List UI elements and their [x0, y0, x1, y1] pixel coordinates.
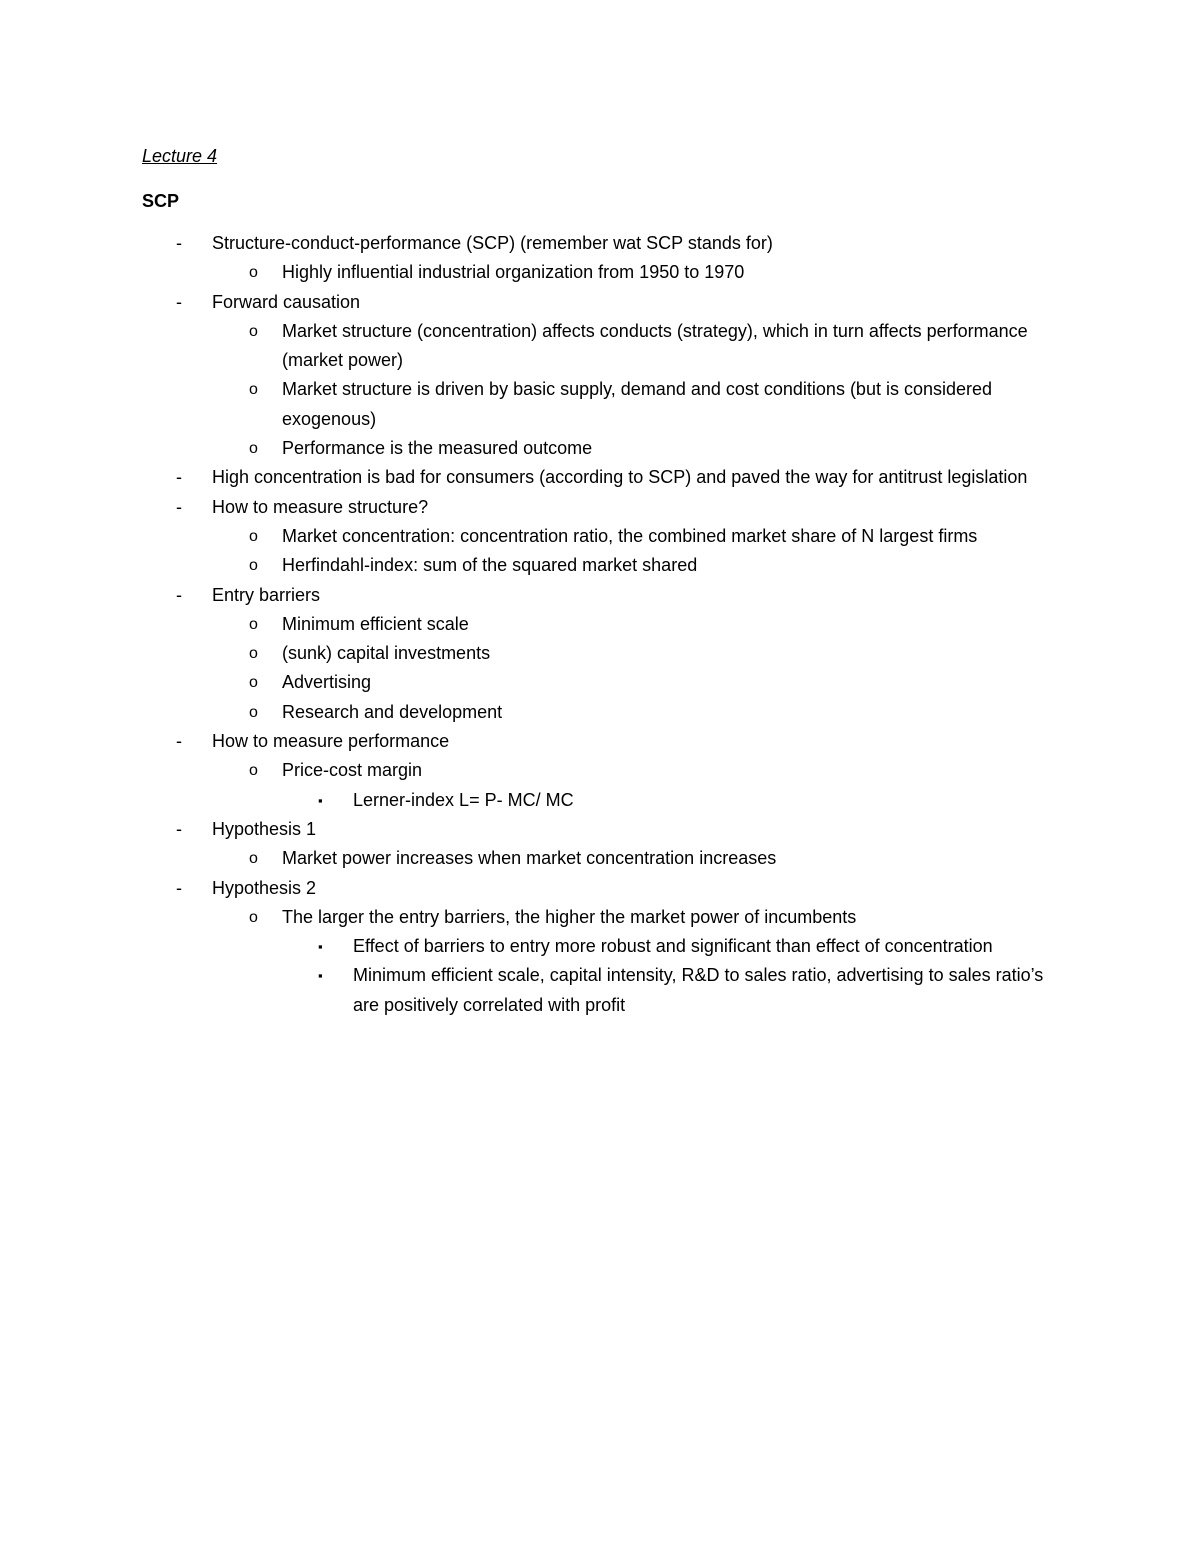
- square-bullet: ▪: [318, 792, 323, 808]
- dash-bullet: -: [176, 584, 182, 605]
- list-item-text: Price-cost margin: [282, 760, 423, 781]
- list-item-text: High concentration is bad for consumers (according to SCP) and paved the way for antitrust legislation: [212, 467, 1028, 488]
- circle-bullet: o: [249, 322, 258, 340]
- sub-list-item: [142, 844, 1072, 873]
- sub-list-item: [142, 698, 1072, 727]
- circle-bullet: o: [249, 381, 258, 399]
- list-item-text: Entry barriers: [212, 584, 321, 605]
- circle-bullet: o: [249, 850, 258, 868]
- list-item-text: Research and development: [282, 701, 503, 722]
- dash-bullet: -: [176, 877, 182, 898]
- dash-bullet: -: [176, 496, 182, 517]
- list-item-text: Forward causation: [212, 291, 361, 312]
- sub-list-item: [142, 668, 1072, 697]
- dash-bullet: -: [176, 467, 182, 488]
- lecture-title: Lecture 4: [142, 146, 218, 166]
- sub-sub-list-item: [142, 786, 1072, 815]
- list-item-text: How to measure performance: [212, 731, 450, 752]
- section-heading: SCP: [142, 191, 180, 211]
- list-item-text: Herfindahl-index: sum of the squared market shared: [282, 555, 698, 576]
- circle-bullet: o: [249, 674, 258, 692]
- sub-list-item: [142, 317, 1072, 376]
- list-item-text: Minimum efficient scale: [282, 613, 469, 634]
- sub-list-item: [142, 258, 1072, 287]
- circle-bullet: o: [249, 557, 258, 575]
- list-item-text: Market power increases when market concentration increases: [282, 848, 777, 869]
- circle-bullet: o: [249, 703, 258, 721]
- dash-bullet: -: [176, 818, 182, 839]
- sub-sub-list-item: [142, 961, 1072, 1020]
- circle-bullet: o: [249, 264, 258, 282]
- sub-sub-list-item: [142, 932, 1072, 961]
- list-item-text: (sunk) capital investments: [282, 643, 491, 664]
- sub-list-item: [142, 639, 1072, 668]
- list-item-text: How to measure structure?: [212, 496, 429, 517]
- circle-bullet: o: [249, 527, 258, 545]
- sub-list-item: [142, 610, 1072, 639]
- list-item: [142, 463, 1072, 492]
- dash-bullet: -: [176, 731, 182, 752]
- dash-bullet: -: [176, 233, 182, 253]
- sub-list-item: [142, 903, 1072, 932]
- list-item: [142, 815, 1072, 844]
- list-item-text: Hypothesis 2: [212, 877, 317, 898]
- square-bullet: ▪: [318, 939, 323, 955]
- list-item-text: Highly influential industrial organization from 1950 to 1970: [282, 262, 745, 283]
- list-item: [142, 493, 1072, 522]
- dash-bullet: -: [176, 291, 182, 312]
- list-item-text: Market concentration: concentration ratio, the combined market share of N largest firms: [282, 525, 978, 546]
- sub-list-item: [142, 551, 1072, 580]
- list-item-text: Performance is the measured outcome: [282, 438, 593, 459]
- sub-list-item: [142, 375, 1072, 434]
- sub-list-item: [142, 756, 1072, 785]
- list-item-text: The larger the entry barriers, the higher the market power of incumbents: [282, 906, 857, 927]
- list-item: [142, 581, 1072, 610]
- list-item-text: Market structure (concentration) affects conducts (strategy), which in turn affects performance (market power): [282, 320, 1028, 371]
- sub-list-item: [142, 434, 1072, 463]
- list-item-text: Effect of barriers to entry more robust and significant than effect of concentration: [353, 936, 993, 957]
- circle-bullet: o: [249, 645, 258, 663]
- circle-bullet: o: [249, 615, 258, 633]
- sub-list-item: [142, 522, 1072, 551]
- list-item: [142, 874, 1072, 903]
- circle-bullet: o: [249, 440, 258, 458]
- list-item-text: Advertising: [282, 672, 372, 693]
- outline-list: [142, 229, 1072, 1020]
- square-bullet: ▪: [318, 968, 323, 984]
- list-item-text: Lerner-index L= P- MC/ MC: [353, 789, 574, 810]
- list-item: [142, 288, 1072, 317]
- circle-bullet: o: [249, 908, 258, 926]
- list-item-text: Market structure is driven by basic supply, demand and cost conditions (but is considered exogenous): [282, 379, 993, 429]
- list-item-text: Structure-conduct-performance (SCP) (remember wat SCP stands for): [212, 233, 773, 253]
- circle-bullet: o: [249, 762, 258, 780]
- list-item-text: Hypothesis 1: [212, 818, 317, 839]
- list-item: [142, 727, 1072, 756]
- list-item: [142, 229, 1072, 258]
- list-item-text: Minimum efficient scale, capital intensity, R&D to sales ratio, advertising to sales ratio’s are positively correlated with profit: [353, 965, 1044, 1015]
